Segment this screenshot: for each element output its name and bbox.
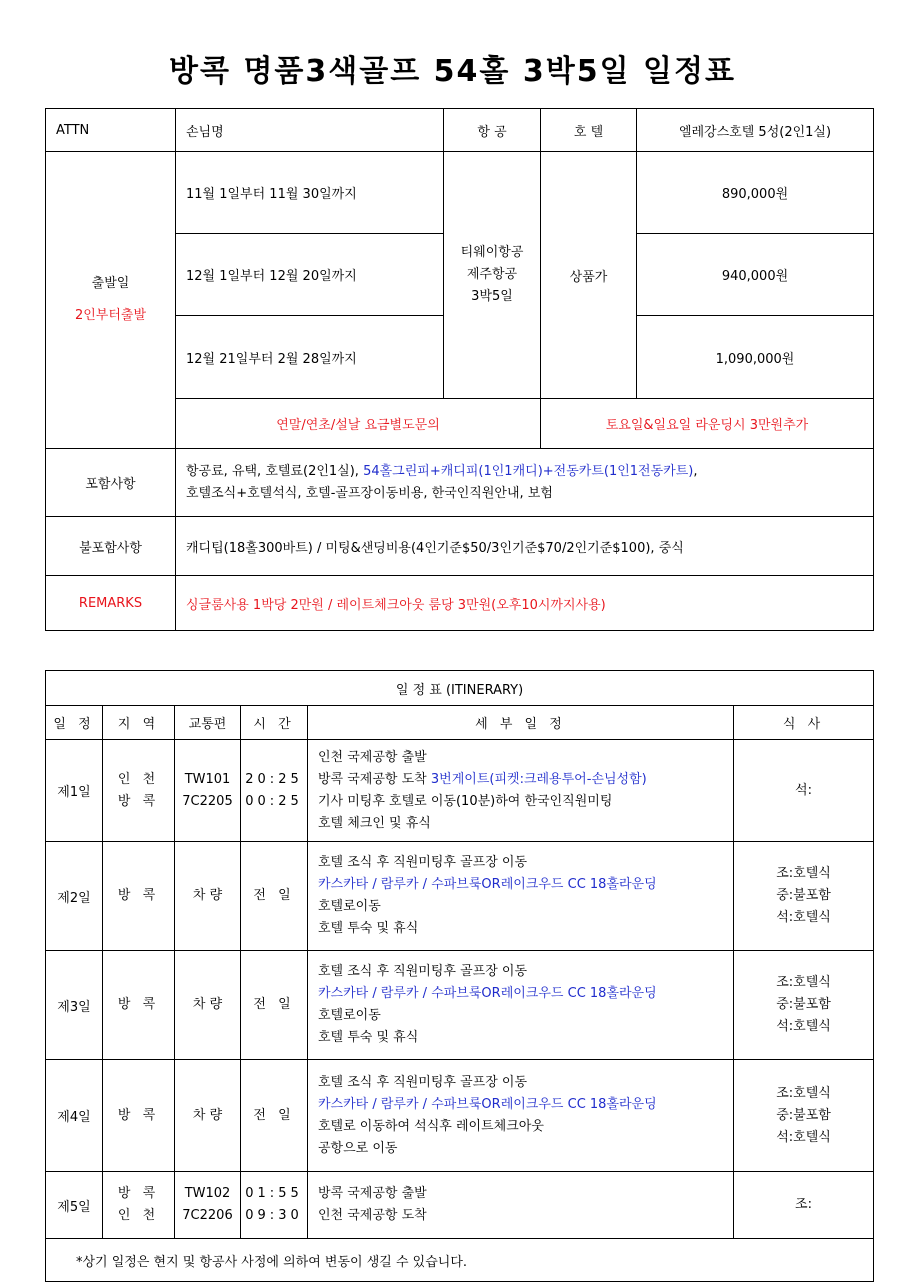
period-range-1: 11월 1일부터 11월 30일까지 xyxy=(176,152,444,234)
transport-cell xyxy=(175,842,241,951)
itinerary-row xyxy=(46,951,874,1060)
itinerary-row xyxy=(46,1172,874,1239)
day-label: 제1일 xyxy=(46,740,103,842)
meal-item: 석:호텔식 xyxy=(776,1019,831,1034)
details-cell xyxy=(308,740,734,842)
min-people-note: 2인부터출발 xyxy=(74,308,147,323)
transport-value: 7C2206 xyxy=(182,1208,233,1223)
detail-line: 인천 국제공항 도착 xyxy=(318,1208,427,1223)
region-cell xyxy=(103,1060,175,1172)
detail-line: 호텔 조식 후 직원미팅후 골프장 이동 xyxy=(318,964,528,979)
meal-item: 조:호텔식 xyxy=(776,1085,831,1101)
day-label: 제5일 xyxy=(46,1172,103,1239)
region-cell xyxy=(103,842,175,951)
col-header-day: 일 정 xyxy=(46,706,103,740)
time-cell xyxy=(241,1060,308,1172)
itinerary-heading: 일 정 표 (ITINERARY) xyxy=(46,671,874,706)
guest-name-label: 손님명 xyxy=(176,109,444,152)
transport-cell xyxy=(175,740,241,842)
page-title: 방콕 명품3색골프 54홀 3박5일 일정표 xyxy=(169,54,736,89)
attn-label: ATTN xyxy=(46,109,176,152)
meals-cell xyxy=(734,1060,874,1172)
transport-value: 차 량 xyxy=(192,888,223,903)
region-name: 방 콕 xyxy=(117,1186,160,1201)
departure-cell xyxy=(46,152,176,449)
meal-item: 조:호텔식 xyxy=(776,975,831,990)
airline-name: 티웨이항공 xyxy=(460,245,524,260)
region-name: 방 콕 xyxy=(117,997,160,1012)
detail-line: 방콕 국제공항 출발 xyxy=(318,1186,427,1201)
remarks-label: REMARKS xyxy=(46,576,176,631)
meals-cell xyxy=(734,1172,874,1239)
included-line-1: 항공료, 유택, 호텔료(2인1실), 54홀그린피+캐디피(1인1캐디)+전동카트(1인1전동카트), xyxy=(186,463,698,479)
period-price-2: 940,000원 xyxy=(637,234,874,316)
detail-highlight: 카스카타 / 람루카 / 수파브룩OR레이크우드 CC 18홀라운딩 xyxy=(318,877,657,892)
region-cell xyxy=(103,1172,175,1239)
meals-cell xyxy=(734,842,874,951)
included-label: 포함사항 xyxy=(46,449,176,517)
time-cell xyxy=(241,951,308,1060)
airlines-cell xyxy=(444,152,541,399)
detail-highlight: 카스카타 / 람루카 / 수파브룩OR레이크우드 CC 18홀라운딩 xyxy=(318,986,657,1001)
detail-line xyxy=(318,874,733,896)
time-value: 00:25 xyxy=(245,793,303,809)
included-text xyxy=(176,449,874,517)
region-name: 인 천 xyxy=(117,1208,160,1223)
detail-line: 호텔 체크인 및 휴식 xyxy=(318,815,431,831)
detail-line xyxy=(318,983,733,1005)
region-cell xyxy=(103,951,175,1060)
detail-line: 공항으로 이동 xyxy=(318,1140,398,1156)
period-price-1: 890,000원 xyxy=(637,152,874,234)
day-label: 제2일 xyxy=(46,842,103,951)
meals-cell xyxy=(734,740,874,842)
detail-line: 방콕 국제공항 도착 3번게이트(피켓:크레용투어-손님성함) xyxy=(318,771,647,787)
meal-item: 중:불포함 xyxy=(776,997,831,1012)
time-cell xyxy=(241,1172,308,1239)
details-cell xyxy=(308,1060,734,1172)
detail-line: 호텔 투숙 및 휴식 xyxy=(318,1030,419,1045)
period-range-3: 12월 21일부터 2월 28일까지 xyxy=(176,316,444,399)
weekend-notice: 토요일&일요일 라운딩시 3만원추가 xyxy=(541,399,874,449)
region-name: 인 천 xyxy=(117,771,160,787)
included-line-2: 호텔조식+호텔석식, 호텔-골프장이동비용, 한국인직원안내, 보험 xyxy=(186,485,553,501)
detail-line xyxy=(318,1094,733,1116)
detail-line: 호텔 조식 후 직원미팅후 골프장 이동 xyxy=(318,855,528,870)
remarks-text: 싱글룸사용 1박당 2만원 / 레이트체크아웃 룸당 3만원(오후10시까지사용) xyxy=(176,576,874,631)
detail-highlight: 3번게이트(피켓:크레용투어-손님성함) xyxy=(430,771,647,787)
price-label: 상품가 xyxy=(541,152,637,399)
meal-item: 조: xyxy=(795,1197,812,1212)
meals-cell xyxy=(734,951,874,1060)
day-label: 제4일 xyxy=(46,1060,103,1172)
meal-item: 조:호텔식 xyxy=(776,866,831,881)
period-range-2: 12월 1일부터 12월 20일까지 xyxy=(176,234,444,316)
green-fee-package: 54홀그린피+캐디피(1인1캐디)+전동카트(1인1전동카트) xyxy=(363,463,694,479)
transport-value: TW101 xyxy=(184,771,231,787)
region-name: 방 콕 xyxy=(117,1107,160,1123)
transport-value: 차 량 xyxy=(192,1107,223,1123)
itinerary-table xyxy=(45,670,874,1282)
itinerary-footnote: *상기 일정은 현지 및 항공사 사정에 의하여 변동이 생길 수 있습니다. xyxy=(46,1239,874,1282)
region-name: 방 콕 xyxy=(117,888,160,903)
detail-line: 호텔로 이동하여 석식후 레이트체크아웃 xyxy=(318,1118,544,1134)
time-value: 09:30 xyxy=(245,1208,303,1223)
details-cell xyxy=(308,842,734,951)
detail-highlight: 카스카타 / 람루카 / 수파브룩OR레이크우드 CC 18홀라운딩 xyxy=(318,1096,657,1112)
detail-line: 인천 국제공항 출발 xyxy=(318,749,427,765)
time-value: 전 일 xyxy=(253,1107,295,1123)
tour-info-table xyxy=(45,108,874,631)
meal-item: 중:불포함 xyxy=(776,888,831,903)
transport-cell xyxy=(175,951,241,1060)
airline-label: 항 공 xyxy=(444,109,541,152)
detail-line: 호텔로이동 xyxy=(318,1008,381,1023)
meal-item: 석: xyxy=(795,782,812,798)
transport-value: TW102 xyxy=(184,1186,231,1201)
departure-label: 출발일 xyxy=(91,276,130,291)
detail-line: 호텔 투숙 및 휴식 xyxy=(318,921,419,936)
col-header-meals: 식 사 xyxy=(734,706,874,740)
detail-line: 호텔 조식 후 직원미팅후 골프장 이동 xyxy=(318,1074,528,1090)
transport-value: 7C2205 xyxy=(182,793,233,809)
period-price-3: 1,090,000원 xyxy=(637,316,874,399)
transport-cell xyxy=(175,1172,241,1239)
detail-line: 기사 미팅후 호텔로 이동(10분)하여 한국인직원미팅 xyxy=(318,793,613,809)
time-value: 전 일 xyxy=(253,888,295,903)
meal-item: 석:호텔식 xyxy=(776,910,831,925)
detail-line: 호텔로이동 xyxy=(318,899,381,914)
details-cell xyxy=(308,1172,734,1239)
region-cell xyxy=(103,740,175,842)
itinerary-row xyxy=(46,740,874,842)
trip-length: 3박5일 xyxy=(471,289,513,304)
holiday-notice: 연말/연초/설날 요금별도문의 xyxy=(176,399,541,449)
meal-item: 중:불포함 xyxy=(776,1107,831,1123)
hotel-value: 엘레강스호텔 5성(2인1실) xyxy=(637,109,874,152)
time-value: 01:55 xyxy=(245,1186,303,1201)
airline-name: 제주항공 xyxy=(466,267,518,282)
excluded-label: 불포함사항 xyxy=(46,517,176,576)
day-label: 제3일 xyxy=(46,951,103,1060)
transport-value: 차 량 xyxy=(192,997,223,1012)
time-value: 전 일 xyxy=(253,997,295,1012)
col-header-region: 지 역 xyxy=(103,706,175,740)
col-header-transport: 교통편 xyxy=(175,706,241,740)
time-value: 20:25 xyxy=(245,771,303,787)
itinerary-body xyxy=(46,740,874,1239)
itinerary-row xyxy=(46,842,874,951)
excluded-text: 캐디팁(18홀300바트) / 미팅&샌딩비용(4인기준$50/3인기준$70/2인기준$100), 중식 xyxy=(176,517,874,576)
region-name: 방 콕 xyxy=(117,793,160,809)
time-cell xyxy=(241,842,308,951)
meal-item: 석:호텔식 xyxy=(776,1129,831,1145)
time-cell xyxy=(241,740,308,842)
transport-cell xyxy=(175,1060,241,1172)
details-cell xyxy=(308,951,734,1060)
col-header-details: 세 부 일 정 xyxy=(308,706,734,740)
itinerary-row xyxy=(46,1060,874,1172)
col-header-time: 시 간 xyxy=(241,706,308,740)
hotel-label: 호 텔 xyxy=(541,109,637,152)
